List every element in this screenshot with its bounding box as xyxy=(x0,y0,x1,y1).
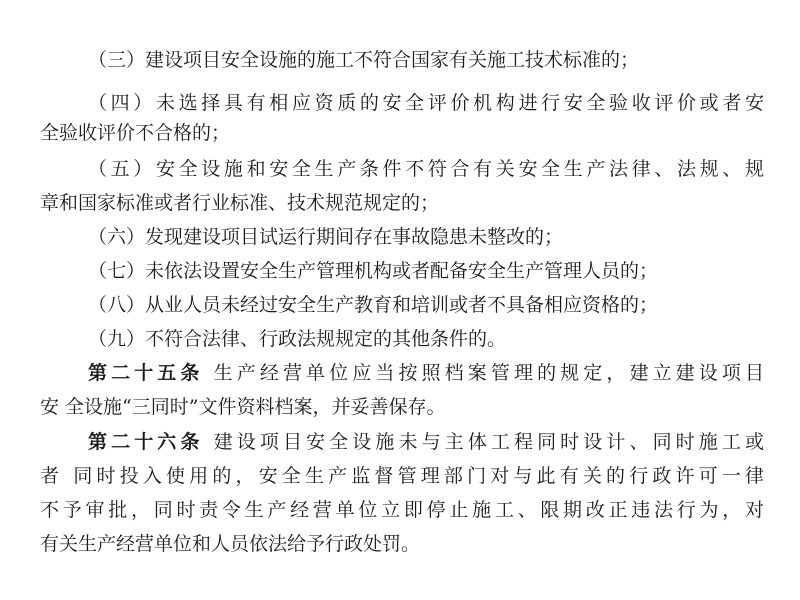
article-25-first-line xyxy=(88,358,764,388)
item-4-continuation: 全验收评价不合格的； xyxy=(40,122,231,144)
article-26-first-line xyxy=(88,427,764,457)
item-9-text: （九）不符合法律、行政法规规定的其他条件的。 xyxy=(88,328,507,350)
article-25-continuation: 安 全设施“三同时”文件资料档案，并妥善保存。 xyxy=(40,396,446,418)
item-4-text: （四）未选择具有相应资质的安全评价机构进行安全验收评价或者安 xyxy=(88,92,764,114)
article-26-continuation-2: 不予审批，同时责令生产经营单位立即停止施工、限期改正违法行为，对 xyxy=(40,499,764,521)
article-26-text: 建设项目安全设施未与主体工程同时设计、同时施工或 xyxy=(213,431,764,453)
article-25-text: 生产经营单位应当按照档案管理的规定，建立建设项目 xyxy=(213,362,764,384)
article-26-continuation-3: 有关生产经营单位和人员依法给予行政处罚。 xyxy=(40,533,421,555)
article-26-continuation-1: 者 同时投入使用的，安全生产监督管理部门对与此有关的行政许可一律 xyxy=(40,465,764,487)
article-26-label: 第二十六条 xyxy=(88,431,204,453)
item-6-text: （六）发现建设项目试运行期间存在事故隐患未整改的； xyxy=(88,226,564,248)
item-7-text: （七）未依法设置安全生产管理机构或者配备安全生产管理人员的； xyxy=(88,260,659,282)
item-8-text: （八）从业人员未经过安全生产教育和培训或者不具备相应资格的； xyxy=(88,294,659,316)
item-5-continuation: 章和国家标准或者行业标准、技术规范规定的； xyxy=(40,192,440,214)
item-3-text: （三）建设项目安全设施的施工不符合国家有关施工技术标准的； xyxy=(88,49,640,71)
item-5-text: （五）安全设施和安全生产条件不符合有关安全生产法律、法规、规 xyxy=(88,158,764,180)
article-25-label: 第二十五条 xyxy=(88,362,204,384)
